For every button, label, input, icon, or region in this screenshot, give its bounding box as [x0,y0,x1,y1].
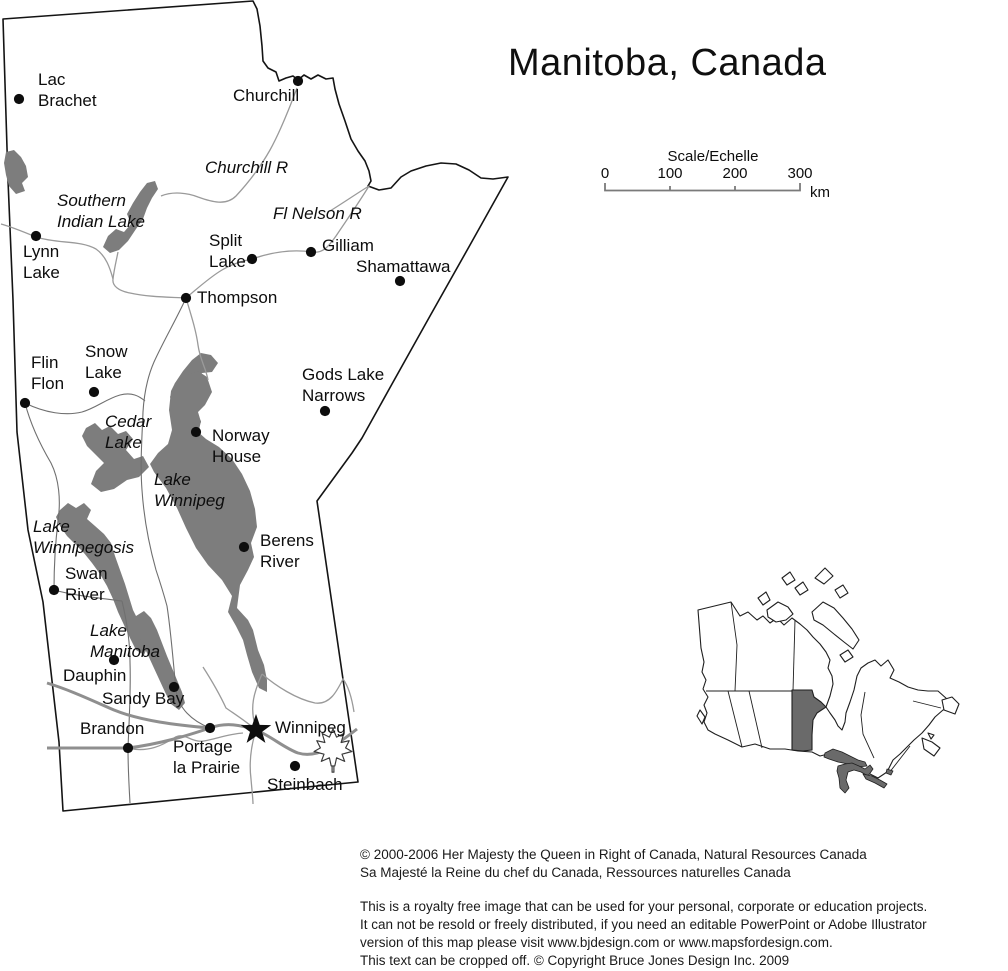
city-dot-marker [320,406,330,416]
water-label: Churchill R [205,158,289,177]
city-label: Brandon [80,719,145,738]
scale-tick-label: 200 [722,165,748,182]
city-label: Thompson [197,288,278,307]
water-label-churchill-river [205,158,288,177]
city-dot-marker [191,427,201,437]
city-dot-marker [49,585,59,595]
scale-tick-label: 0 [600,165,610,182]
city-label: House [212,447,262,466]
city-dot-marker [247,254,257,264]
city-dot-marker [31,231,41,241]
water-label: Lake [33,517,70,536]
city-label: Narrows [302,386,366,405]
city-dot-marker [123,743,133,753]
city-label: Gilliam [322,236,374,255]
water-label: Winnipegosis [33,538,134,557]
city-label: Gods Lake [302,365,385,384]
water-label: Southern [57,191,126,210]
attribution-line: Sa Majesté la Reine du chef du Canada, Ressources naturelles Canada [360,865,791,880]
city-dot-marker [290,761,300,771]
city-label: Lynn [23,242,60,261]
attribution-line: This text can be cropped off. © Copyright Bruce Jones Design Inc. 2009 [360,953,790,968]
city-label: Snow [85,342,128,361]
city-label: Lake [85,363,122,382]
attribution-line: It can not be resold or freely distributed, if you need an editable PowerPoint or Adobe Illustrator [360,917,927,932]
scale-title: Scale/Echelle [667,148,759,165]
scale-unit: km [810,184,830,201]
city-label: Sandy Bay [102,689,185,708]
city-label: Brachet [38,91,97,110]
city-label: Lac [38,70,66,89]
water-label: Indian Lake [57,212,145,231]
city-dot-marker [20,398,30,408]
water-label: Lake [90,621,127,640]
city-label: Lake [209,252,246,271]
city-dot-marker [14,94,24,104]
water-label: Lake [154,470,191,489]
city-label: River [260,552,300,571]
city-label: River [65,585,105,604]
city-dot-marker [89,387,99,397]
city-label: Dauphin [63,666,127,685]
city-dot-marker [395,276,405,286]
city-label: Winnipeg [275,718,346,737]
city-dot-marker [181,293,191,303]
scale-tick-label: 100 [657,165,683,182]
water-label-nelson-river [273,204,362,223]
canada-mainland [698,602,952,778]
scale-bar [601,148,830,201]
city-label: Split [209,231,243,250]
water-label: Cedar [105,412,152,431]
water-label: Fl Nelson R [273,204,362,223]
city-label: Flon [31,374,65,393]
attribution-crown [360,846,867,882]
attribution-line: © 2000-2006 Her Majesty the Queen in Right of Canada, Natural Resources Canada [360,847,867,862]
city-label: Shamattawa [356,257,451,276]
city-dot-marker [293,76,303,86]
water-label: Winnipeg [154,491,225,510]
attribution-line: version of this map please visit www.bjdesign.com or www.mapsfordesign.com. [360,935,833,950]
scale-bar-line [605,183,800,191]
attribution-line: This is a royalty free image that can be used for your personal, corporate or education projects. [360,899,928,914]
city-dot-marker [306,247,316,257]
city-label: Portage [173,737,233,756]
city-label: Flin [31,353,59,372]
city-label: la Prairie [173,758,241,777]
city-label: Churchill [233,86,300,105]
attribution-license [360,898,927,970]
city-dot-marker [239,542,249,552]
page-title: Manitoba, Canada [508,42,827,84]
city-dot-marker [205,723,215,733]
water-label: Lake [105,433,142,452]
city-label: Norway [212,426,270,445]
city-label: Swan [65,564,108,583]
canada-inset-map [697,568,959,793]
city-label: Berens [260,531,314,550]
scale-tick-label: 300 [787,165,813,182]
city-label: Lake [23,263,60,282]
water-label: Manitoba [90,642,160,661]
city-label: Steinbach [267,775,343,794]
